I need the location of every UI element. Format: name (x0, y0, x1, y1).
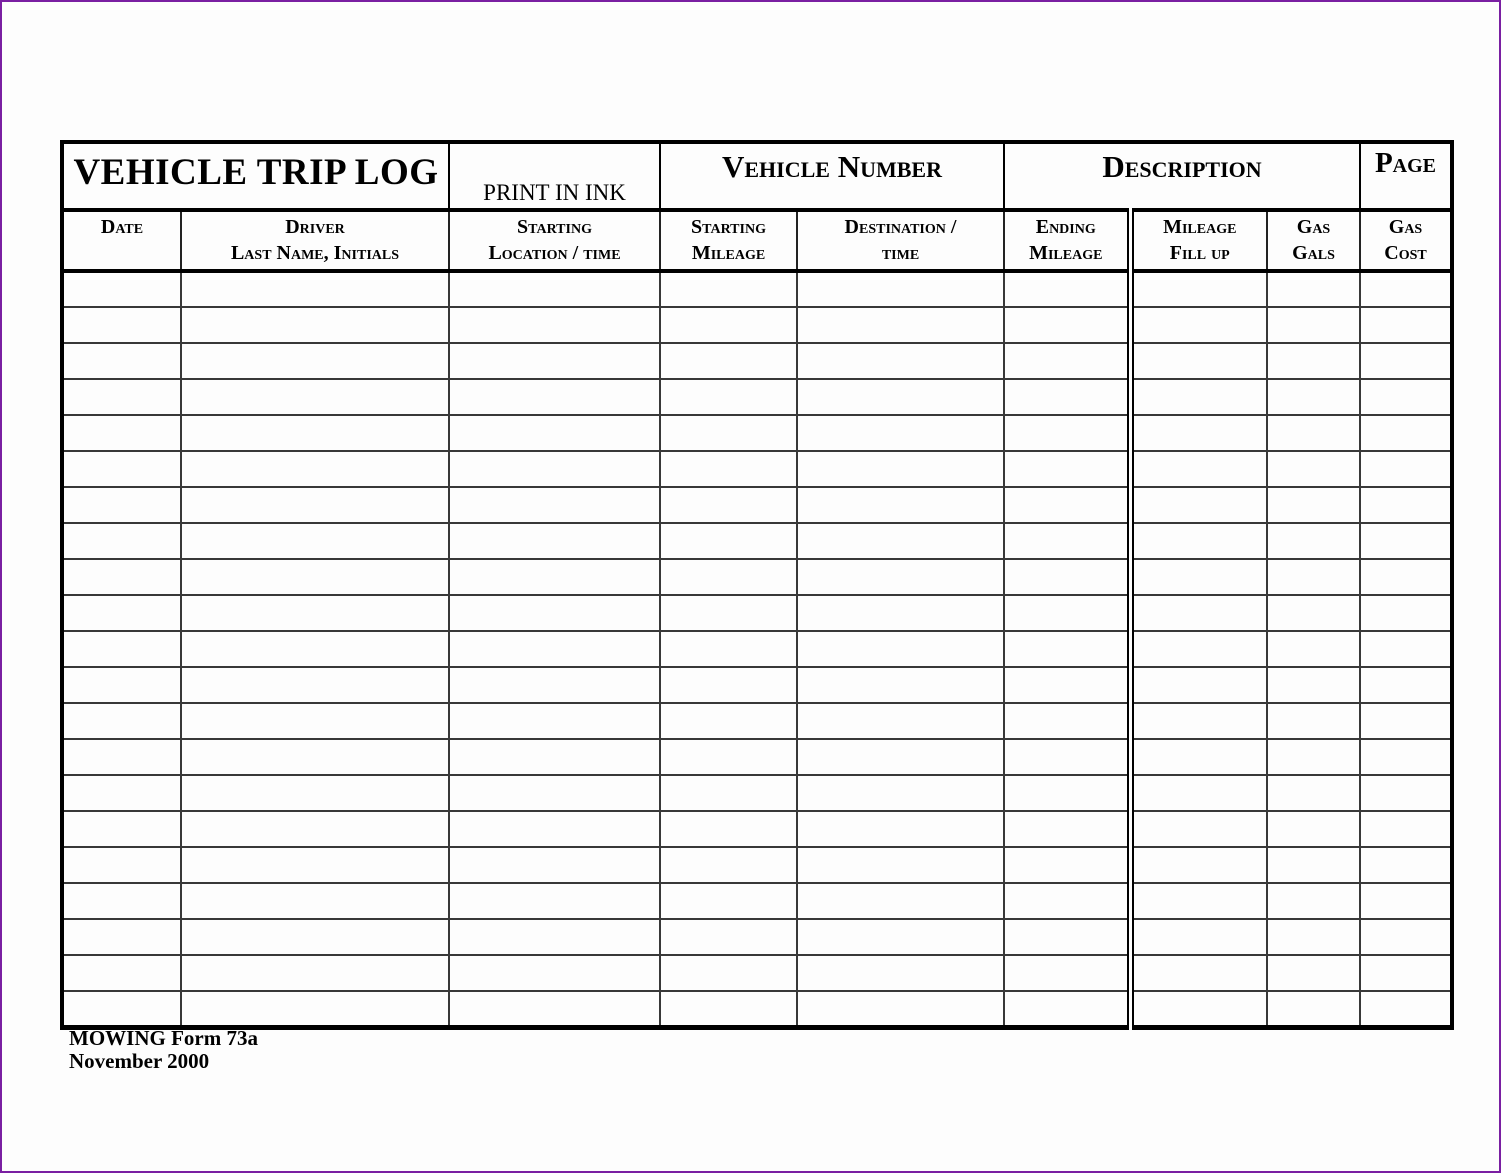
table-row (62, 343, 1452, 379)
cell-ending-mileage (1004, 487, 1130, 523)
cell-starting-mileage (660, 667, 797, 703)
cell-gas-cost (1360, 991, 1452, 1027)
cell-date (62, 379, 181, 415)
cell-gas-gals (1267, 271, 1360, 307)
cell-starting-mileage (660, 703, 797, 739)
table-row (62, 559, 1452, 595)
cell-ending-mileage (1004, 631, 1130, 667)
cell-destination (797, 955, 1004, 991)
cell-destination (797, 595, 1004, 631)
cell-date (62, 523, 181, 559)
column-header-date (62, 210, 181, 271)
cell-starting-location (449, 343, 660, 379)
cell-driver (181, 523, 449, 559)
cell-driver (181, 883, 449, 919)
table-row (62, 775, 1452, 811)
cell-starting-location (449, 631, 660, 667)
column-header-starting-location (449, 210, 660, 271)
cell-mileage-fill-up (1130, 595, 1267, 631)
table-row (62, 307, 1452, 343)
cell-gas-cost (1360, 595, 1452, 631)
cell-destination (797, 523, 1004, 559)
cell-gas-cost (1360, 667, 1452, 703)
form-title-row (62, 142, 1452, 210)
vehicle-number-field-label: Vehicle Number (660, 142, 1004, 210)
cell-gas-cost (1360, 487, 1452, 523)
cell-ending-mileage (1004, 703, 1130, 739)
cell-ending-mileage (1004, 523, 1130, 559)
cell-gas-gals (1267, 307, 1360, 343)
cell-mileage-fill-up (1130, 487, 1267, 523)
cell-starting-location (449, 991, 660, 1027)
column-header-ending-mileage (1004, 210, 1130, 271)
cell-mileage-fill-up (1130, 415, 1267, 451)
column-label-line2: Mileage (691, 242, 766, 264)
cell-driver (181, 631, 449, 667)
column-header-gas-gals (1267, 210, 1360, 271)
cell-ending-mileage (1004, 271, 1130, 307)
cell-driver (181, 343, 449, 379)
cell-mileage-fill-up (1130, 703, 1267, 739)
cell-starting-mileage (660, 379, 797, 415)
cell-date (62, 415, 181, 451)
cell-gas-gals (1267, 739, 1360, 775)
cell-driver (181, 739, 449, 775)
vehicle-trip-log-table (60, 140, 1454, 1030)
cell-destination (797, 271, 1004, 307)
cell-starting-location (449, 775, 660, 811)
cell-gas-gals (1267, 883, 1360, 919)
cell-starting-mileage (660, 415, 797, 451)
cell-date (62, 847, 181, 883)
cell-gas-cost (1360, 919, 1452, 955)
column-label-line1: Ending (1035, 216, 1096, 238)
cell-date (62, 631, 181, 667)
cell-date (62, 703, 181, 739)
column-label-line2: Location / time (488, 242, 621, 264)
cell-starting-mileage (660, 955, 797, 991)
cell-starting-mileage (660, 739, 797, 775)
table-row (62, 523, 1452, 559)
cell-mileage-fill-up (1130, 523, 1267, 559)
cell-date (62, 919, 181, 955)
cell-gas-gals (1267, 487, 1360, 523)
cell-gas-cost (1360, 739, 1452, 775)
page-field-label: Page (1360, 142, 1452, 210)
cell-destination (797, 307, 1004, 343)
cell-mileage-fill-up (1130, 343, 1267, 379)
cell-destination (797, 415, 1004, 451)
cell-destination (797, 811, 1004, 847)
cell-mileage-fill-up (1130, 307, 1267, 343)
cell-ending-mileage (1004, 919, 1130, 955)
column-header-row (62, 210, 1452, 271)
cell-gas-gals (1267, 343, 1360, 379)
form-title: VEHICLE TRIP LOG (62, 142, 449, 210)
cell-gas-cost (1360, 883, 1452, 919)
cell-ending-mileage (1004, 343, 1130, 379)
cell-ending-mileage (1004, 847, 1130, 883)
column-header-starting-mileage (660, 210, 797, 271)
cell-destination (797, 559, 1004, 595)
cell-date (62, 307, 181, 343)
cell-ending-mileage (1004, 415, 1130, 451)
cell-starting-location (449, 883, 660, 919)
cell-gas-cost (1360, 415, 1452, 451)
column-label-line1: Destination / (844, 216, 957, 238)
cell-gas-gals (1267, 955, 1360, 991)
cell-mileage-fill-up (1130, 847, 1267, 883)
cell-date (62, 487, 181, 523)
cell-starting-location (449, 523, 660, 559)
cell-ending-mileage (1004, 667, 1130, 703)
cell-starting-location (449, 379, 660, 415)
cell-starting-mileage (660, 523, 797, 559)
cell-ending-mileage (1004, 307, 1130, 343)
cell-starting-mileage (660, 775, 797, 811)
cell-destination (797, 703, 1004, 739)
form-date: November 2000 (69, 1049, 210, 1073)
table-row (62, 595, 1452, 631)
column-label-line1: Gas (1388, 216, 1423, 238)
cell-gas-gals (1267, 919, 1360, 955)
cell-starting-location (449, 667, 660, 703)
cell-destination (797, 667, 1004, 703)
column-label-line1: Date (100, 216, 144, 238)
table-row (62, 451, 1452, 487)
cell-gas-gals (1267, 811, 1360, 847)
cell-ending-mileage (1004, 811, 1130, 847)
column-header-gas-cost (1360, 210, 1452, 271)
cell-starting-location (449, 955, 660, 991)
cell-starting-mileage (660, 847, 797, 883)
cell-destination (797, 847, 1004, 883)
cell-destination (797, 379, 1004, 415)
table-row (62, 703, 1452, 739)
cell-mileage-fill-up (1130, 739, 1267, 775)
column-label-line2: Fill up (1169, 242, 1230, 264)
cell-starting-mileage (660, 271, 797, 307)
cell-gas-gals (1267, 595, 1360, 631)
description-field-label: Description (1004, 142, 1360, 210)
cell-starting-location (449, 271, 660, 307)
cell-mileage-fill-up (1130, 559, 1267, 595)
cell-starting-location (449, 415, 660, 451)
cell-driver (181, 271, 449, 307)
cell-ending-mileage (1004, 595, 1130, 631)
cell-starting-mileage (660, 343, 797, 379)
table-row (62, 811, 1452, 847)
table-row (62, 487, 1452, 523)
cell-gas-cost (1360, 307, 1452, 343)
cell-starting-mileage (660, 595, 797, 631)
cell-starting-mileage (660, 559, 797, 595)
cell-gas-cost (1360, 523, 1452, 559)
cell-mileage-fill-up (1130, 451, 1267, 487)
column-label-line1: Mileage (1163, 216, 1237, 238)
column-label-line1: Driver (285, 216, 345, 238)
cell-gas-cost (1360, 955, 1452, 991)
cell-destination (797, 487, 1004, 523)
cell-destination (797, 919, 1004, 955)
column-label-line1: Gas (1296, 216, 1331, 238)
column-label-line2: Gals (1292, 242, 1335, 264)
cell-starting-location (449, 451, 660, 487)
cell-starting-location (449, 487, 660, 523)
cell-destination (797, 739, 1004, 775)
cell-starting-mileage (660, 631, 797, 667)
cell-ending-mileage (1004, 451, 1130, 487)
column-header-mileage-fill-up (1130, 210, 1267, 271)
cell-starting-mileage (660, 919, 797, 955)
cell-gas-cost (1360, 847, 1452, 883)
cell-starting-location (449, 847, 660, 883)
cell-driver (181, 811, 449, 847)
cell-destination (797, 991, 1004, 1027)
cell-starting-mileage (660, 991, 797, 1027)
table-row (62, 991, 1452, 1027)
cell-gas-gals (1267, 703, 1360, 739)
cell-starting-location (449, 703, 660, 739)
cell-ending-mileage (1004, 739, 1130, 775)
cell-date (62, 739, 181, 775)
cell-mileage-fill-up (1130, 631, 1267, 667)
cell-driver (181, 667, 449, 703)
cell-date (62, 991, 181, 1027)
cell-gas-gals (1267, 631, 1360, 667)
cell-starting-location (449, 739, 660, 775)
cell-destination (797, 883, 1004, 919)
cell-mileage-fill-up (1130, 991, 1267, 1027)
cell-date (62, 451, 181, 487)
cell-gas-gals (1267, 847, 1360, 883)
cell-mileage-fill-up (1130, 379, 1267, 415)
cell-date (62, 883, 181, 919)
column-header-driver (181, 210, 449, 271)
cell-date (62, 271, 181, 307)
cell-gas-cost (1360, 631, 1452, 667)
cell-destination (797, 631, 1004, 667)
cell-date (62, 667, 181, 703)
cell-gas-gals (1267, 451, 1360, 487)
cell-date (62, 811, 181, 847)
table-row (62, 883, 1452, 919)
cell-ending-mileage (1004, 559, 1130, 595)
cell-driver (181, 559, 449, 595)
cell-mileage-fill-up (1130, 955, 1267, 991)
cell-driver (181, 487, 449, 523)
cell-gas-cost (1360, 703, 1452, 739)
form-number: MOWING Form 73a (69, 1026, 258, 1050)
cell-date (62, 775, 181, 811)
cell-gas-cost (1360, 811, 1452, 847)
cell-starting-location (449, 919, 660, 955)
cell-driver (181, 919, 449, 955)
table-row (62, 847, 1452, 883)
cell-date (62, 955, 181, 991)
cell-starting-mileage (660, 487, 797, 523)
cell-starting-mileage (660, 883, 797, 919)
cell-gas-cost (1360, 775, 1452, 811)
cell-driver (181, 415, 449, 451)
cell-driver (181, 595, 449, 631)
cell-ending-mileage (1004, 955, 1130, 991)
cell-date (62, 595, 181, 631)
cell-driver (181, 703, 449, 739)
cell-gas-gals (1267, 415, 1360, 451)
cell-gas-cost (1360, 271, 1452, 307)
column-label-line2: Last Name, Initials (230, 242, 400, 264)
cell-mileage-fill-up (1130, 919, 1267, 955)
table-row (62, 415, 1452, 451)
form-footer (69, 1027, 258, 1073)
column-header-destination (797, 210, 1004, 271)
cell-date (62, 343, 181, 379)
column-label-line1: Starting (691, 216, 766, 238)
column-label-line2: Mileage (1029, 242, 1103, 264)
cell-ending-mileage (1004, 883, 1130, 919)
cell-driver (181, 775, 449, 811)
cell-gas-cost (1360, 559, 1452, 595)
cell-driver (181, 847, 449, 883)
cell-ending-mileage (1004, 775, 1130, 811)
cell-destination (797, 451, 1004, 487)
cell-gas-gals (1267, 667, 1360, 703)
cell-gas-gals (1267, 559, 1360, 595)
cell-mileage-fill-up (1130, 775, 1267, 811)
cell-gas-gals (1267, 991, 1360, 1027)
table-row (62, 955, 1452, 991)
cell-gas-cost (1360, 379, 1452, 415)
cell-mileage-fill-up (1130, 811, 1267, 847)
cell-starting-location (449, 595, 660, 631)
column-label-line2: time (881, 242, 920, 264)
cell-destination (797, 343, 1004, 379)
cell-ending-mileage (1004, 991, 1130, 1027)
cell-driver (181, 451, 449, 487)
cell-starting-location (449, 811, 660, 847)
cell-driver (181, 307, 449, 343)
table-row (62, 667, 1452, 703)
cell-driver (181, 991, 449, 1027)
cell-destination (797, 775, 1004, 811)
cell-mileage-fill-up (1130, 883, 1267, 919)
cell-starting-location (449, 559, 660, 595)
cell-gas-cost (1360, 451, 1452, 487)
cell-starting-mileage (660, 307, 797, 343)
cell-mileage-fill-up (1130, 667, 1267, 703)
cell-driver (181, 379, 449, 415)
table-row (62, 739, 1452, 775)
cell-mileage-fill-up (1130, 271, 1267, 307)
table-row (62, 379, 1452, 415)
cell-starting-mileage (660, 811, 797, 847)
cell-gas-gals (1267, 523, 1360, 559)
column-label-line1: Starting (517, 216, 592, 238)
table-row (62, 271, 1452, 307)
column-label-line2: Cost (1384, 242, 1427, 264)
print-in-ink-note: PRINT IN INK (449, 142, 660, 210)
cell-driver (181, 955, 449, 991)
cell-starting-location (449, 307, 660, 343)
cell-starting-mileage (660, 451, 797, 487)
cell-date (62, 559, 181, 595)
cell-gas-gals (1267, 379, 1360, 415)
table-row (62, 631, 1452, 667)
cell-gas-cost (1360, 343, 1452, 379)
table-row (62, 919, 1452, 955)
cell-ending-mileage (1004, 379, 1130, 415)
cell-gas-gals (1267, 775, 1360, 811)
